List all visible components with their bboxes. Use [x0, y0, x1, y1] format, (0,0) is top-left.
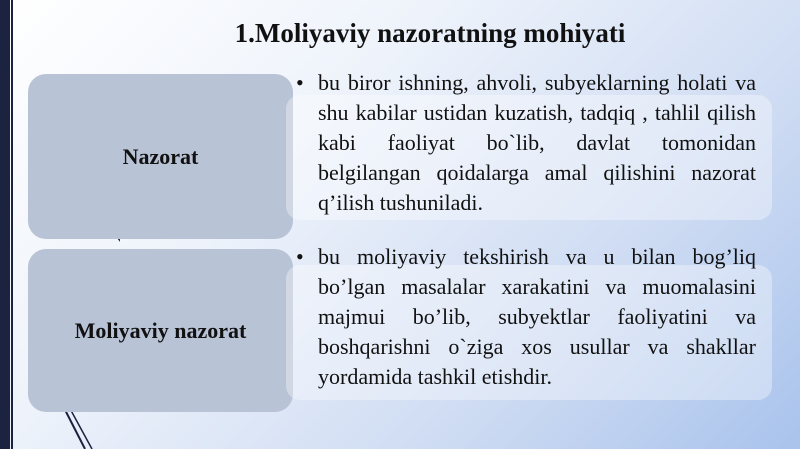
label-text: Nazorat: [122, 143, 199, 169]
definition-block: [296, 242, 756, 392]
slide-title: 1.Moliyaviy nazoratning mohiyati: [234, 18, 626, 48]
bullet-icon: •: [296, 244, 304, 269]
definition-block: [296, 68, 756, 218]
definition-text: bu biror ishning, ahvoli, subyeklarning holati va shu kabilar ustidan kuzatish, tadqiq , tahlil qilish kabi faoliyat bo`lib, davlat tomonidan belgilangan qoidalarga amal qilishini nazorat q’ilish tushuniladi.: [318, 70, 756, 215]
label-box-moliyaviy-nazorat: [28, 249, 293, 412]
label-text: Moliyaviy nazorat: [74, 317, 247, 343]
label-box-nazorat: [28, 74, 293, 239]
definition-text: bu moliyaviy tekshirish va u bilan bog’liq bo’lgan masalalar xarakatini va muomalasini majmui bo’lib, subyektlar faoliyatini va boshqarishni o`ziga xos usullar va shakllar yordamida tashkil etishdir.: [318, 244, 756, 389]
bullet-icon: •: [296, 70, 304, 95]
